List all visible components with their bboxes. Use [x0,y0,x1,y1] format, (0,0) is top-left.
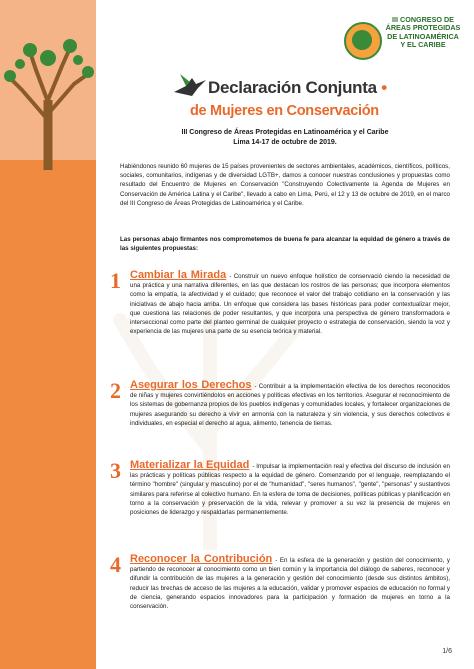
event-name: III Congreso de Áreas Protegidas en Latinoamérica y el Caribe [181,129,389,136]
section-number: 1 [110,268,121,293]
section-text: - Construir un nuevo enfoque holístico de conservació ciendo la necesidad de una práctica y una narrativa diferentes, en las que destacan los rostros de las personas; que incorpora elementos como la empatía, la afectividad y el cuidado; que reconoce el valor del trabajo cotidiano en la conservación y las iniciativas de abajo hacia arriba. Un enfoque que considera las bases históricas para poder contextualizar mejor, que cuestiona las relaciones de poder resultantes, y que incorpora una perspectiva de género transformadora e interseccional como parte del planteo germinal de cualquier proyecto o estrategia de conservación, siendo la voz y experiencia de las mujeres una parte de su esencia teórica y material. [130,273,450,336]
page-number: 1/6 [442,648,452,655]
section-text: - Impulsar la implementación real y efectiva del discurso de inclusión en las prácticas y políticas públicas respecto a la equidad de género. Comenzando por el lenguaje, reemplazando el término "hombre" (singular y masculino) por el de "humanidad", "seres humanos", "gente", "personas" y sustantivos similares para referirse al colectivo humano. En la esfera de toma de decisiones, políticas públicas y planificación en torno a la conservación y preservación de la vida, relevar y promover a su vez la presencia de mujeres en posiciones de liderazgo y respaldarlas permanentemente. [130,463,450,517]
logo-emblem-icon [344,22,382,60]
title-bullet: • [381,78,387,97]
section-title: Materializar la Equidad [130,459,250,471]
section-number: 4 [110,552,121,577]
section-number: 3 [110,458,121,483]
section-title: Reconocer la Contribución [130,553,273,565]
intro-paragraph: Habiéndonos reunido 60 mujeres de 15 países provenientes de sectores ambientales, académicos, científicos, políticos, sociales, comunitarios, indígenas y de diversidad LGTB+, damos a conocer nuestras conclusiones y propuestas como resultado del Encuentro de Mujeres en Conservación "Construyendo Colectivamente la Agenda de Mujeres en Conservación de América Latina y el Caribe", llevado a cabo en Lima, Perú, el 12 y 13 de octubre de 2019, en el marco del III Congreso de Áreas Protegidas de Latinoamérica y el Caribe. [120,163,450,207]
lead-paragraph: Las personas abajo firmantes nos comprometemos de buena fe para alcanzar la equidad de género a través de las siguientes propuestas: [120,236,450,253]
title-line-1: Declaración Conjunta [208,78,377,97]
event-header [160,128,410,148]
section-title: Asegurar los Derechos [130,379,252,391]
congress-logo [344,10,468,80]
section-text: - Contribuir a la implementación efectiva de los derechos reconocidos de niñas y mujeres convirtiéndolos en acciones y políticas efectivas en los territorios. Asegurar el reconocimiento de los sistemas de gobernanza propios de los pueblos indígenas y comunidades locales, y fortalecer organizaciones de mujeres asegurando su derecho a vivir en armonía con la naturaleza y sin violencia, y sus derechos colectivos e individuales, en especial el derecho al agua, alimento, tenencia de tierras. [130,383,450,427]
document-subtitle: de Mujeres en Conservación [190,103,379,119]
section-number: 2 [110,378,121,403]
document-title [208,78,387,98]
logo-line-4: Y EL CARIBE [400,39,446,49]
logo-line-1: III CONGRESO DE [392,15,454,24]
logo-line-2: ÁREAS PROTEGIDAS [385,23,461,33]
section-text: - En la esfera de la generación y gestión del conocimiento, y partiendo de reconocer al conocimiento como un bien común y la importancia del diálogo de saberes, reconocer y difundir la contribución de las mujeres a la generación y gestión del conocimiento (desde sus distintos ámbitos), reducir las brechas de acceso de las mujeres a la educación, validar y promover espacios de educación no formal y de ciencia, generando espacios innovadores para la participación y formación de mujeres en torno a la conservación. [130,557,450,611]
event-date: Lima 14-17 de octubre de 2019. [233,139,337,146]
logo-line-3: DE LATINOAMÉRICA [387,31,459,41]
hummingbird-icon [172,70,208,102]
section-title: Cambiar la Mirada [130,269,227,281]
tree-icon [0,30,96,170]
